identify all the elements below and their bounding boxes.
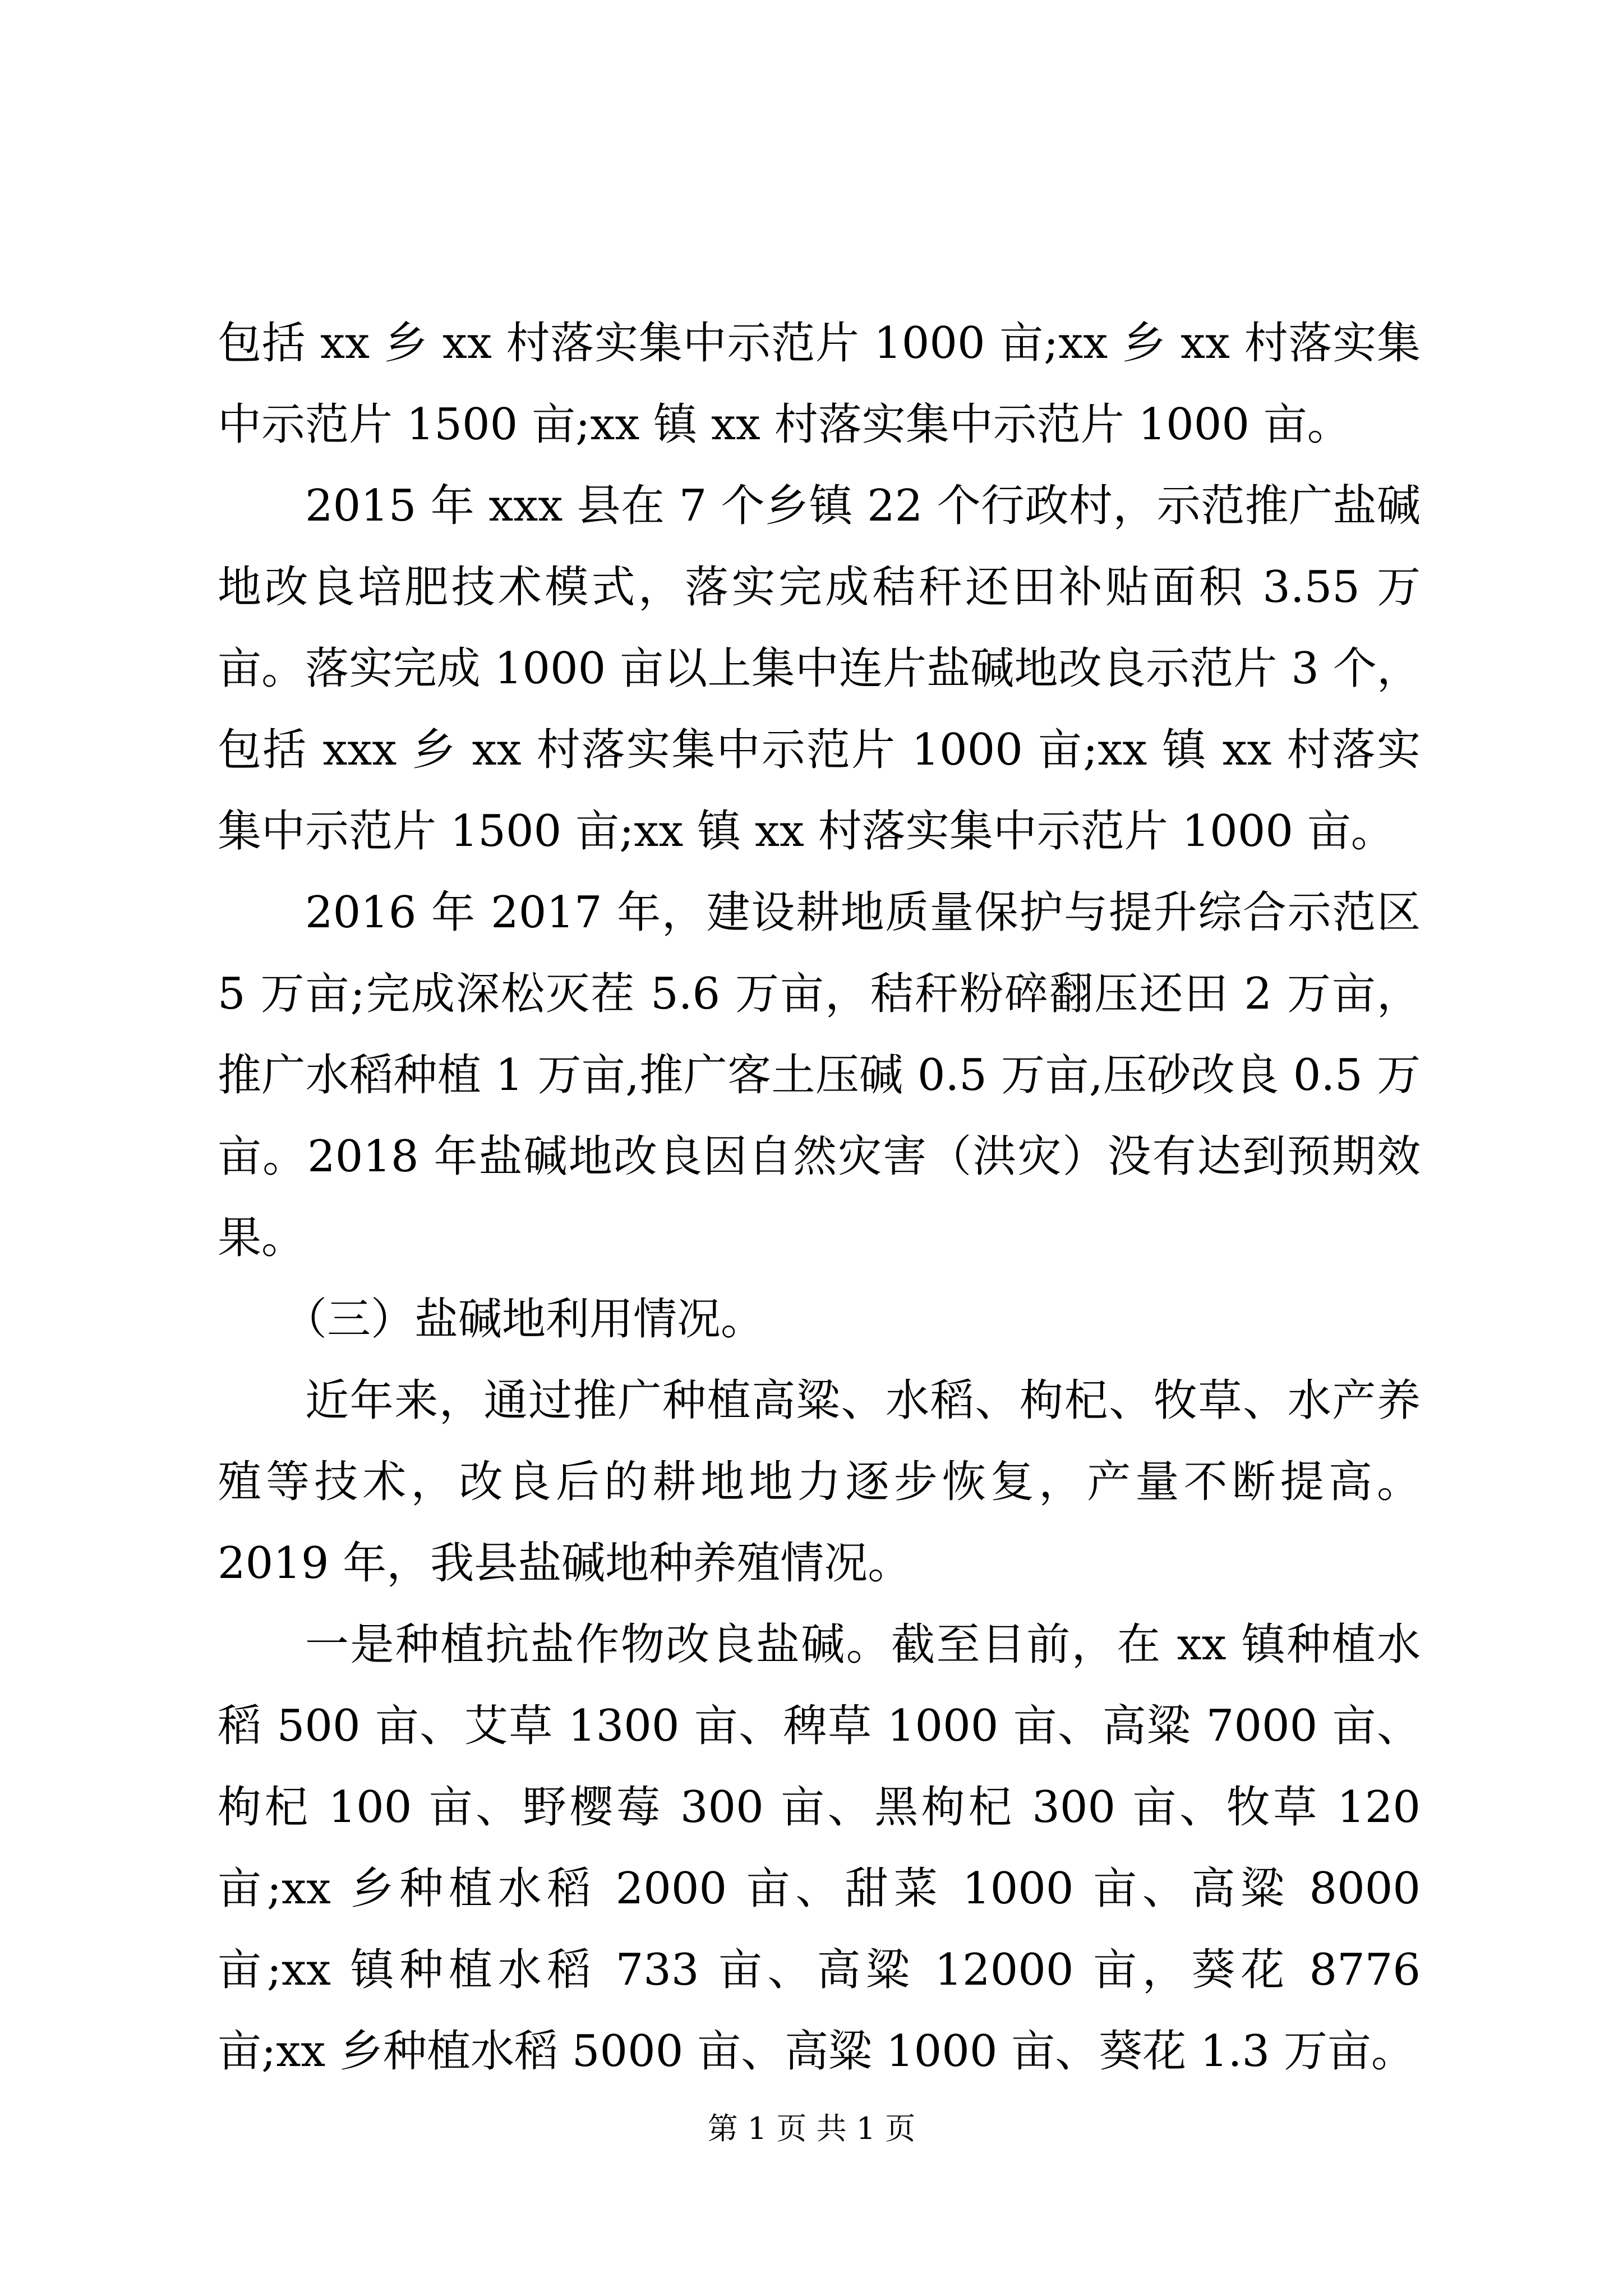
- page-footer: 第 1 页 共 1 页: [707, 2111, 916, 2146]
- paragraph-recent-years: 近年来，通过推广种植高粱、水稻、枸杞、牧草、水产养殖等技术，改良后的耕地地力逐步恢复，产量不断提高。2019 年，我县盐碱地种养殖情况。: [218, 1375, 1421, 1589]
- section-heading: （三）盐碱地利用情况。: [283, 1294, 765, 1345]
- document-body: [218, 303, 1421, 2092]
- paragraph-2016-2017: 2016 年 2017 年，建设耕地质量保护与提升综合示范区 5 万亩;完成深松灭茬 5.6 万亩，秸秆粉碎翻压还田 2 万亩，推广水稻种植 1 万亩,推广客土压碱 0.5 万亩,压砂改良 0.5 万亩。2018 年盐碱地改良因自然灾害（洪灾）没有达到预期效果。: [218, 887, 1421, 1263]
- paragraph-continuation: 包括 xx 乡 xx 村落实集中示范片 1000 亩;xx 乡 xx 村落实集中示范片 1500 亩;xx 镇 xx 村落实集中示范片 1000 亩。: [218, 318, 1421, 450]
- paragraph-crops: 一是种植抗盐作物改良盐碱。截至目前，在 xx 镇种植水稻 500 亩、艾草 1300 亩、稗草 1000 亩、高粱 7000 亩、枸杞 100 亩、野樱莓 300 亩、黑枸杞 300 亩、牧草 120 亩;xx 乡种植水稻 2000 亩、甜菜 1000 亩、高粱 8000 亩;xx 镇种植水稻 733 亩、高粱 12000 亩，葵花 8776 亩;xx 乡种植水稻 5000 亩、高粱 1000 亩、葵花 1.3 万亩。: [218, 1619, 1421, 2077]
- paragraph-2015: 2015 年 xxx 县在 7 个乡镇 22 个行政村，示范推广盐碱地改良培肥技术模式，落实完成秸秆还田补贴面积 3.55 万亩。落实完成 1000 亩以上集中连片盐碱地改良示范片 3 个，包括 xxx 乡 xx 村落实集中示范片 1000 亩;xx 镇 xx 村落实集中示范片 1500 亩;xx 镇 xx 村落实集中示范片 1000 亩。: [218, 481, 1421, 857]
